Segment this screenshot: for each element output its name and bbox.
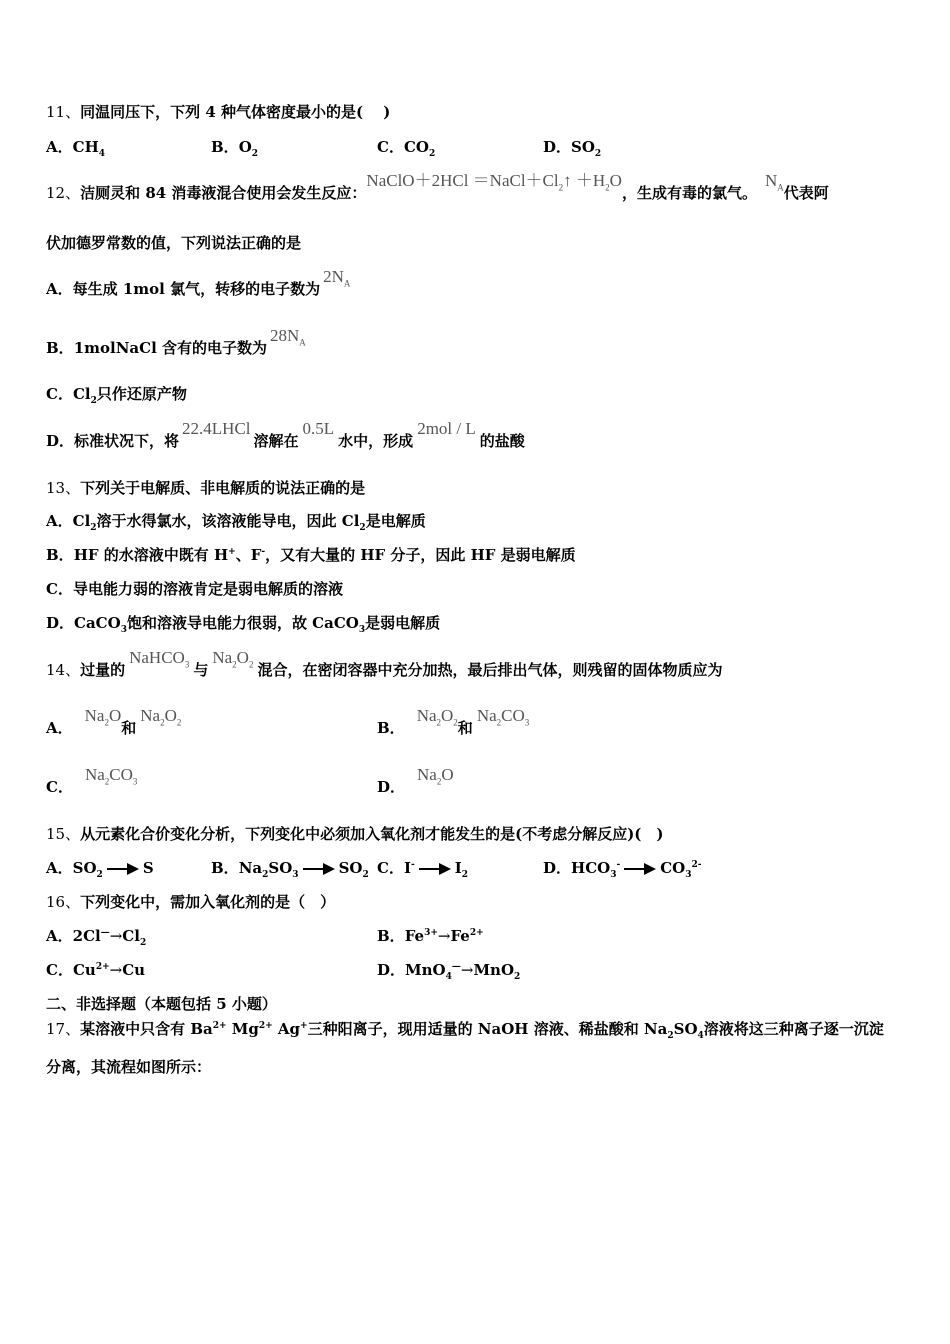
right-arrow-icon	[303, 863, 335, 875]
question-12: 12、洁厕灵和 84 消毒液混合使用会发生反应：NaClO＋2HCl $=NaCl+Cl_2↑ +H_2O$，生成有毒的氯气。$N_A$代表阿	[46, 171, 829, 202]
question-11	[46, 102, 390, 122]
section-heading: 二、非选择题（本题包括 5 小题）	[46, 995, 277, 1013]
question-14: 14、过量的NaHCO$_3$ 与$Na_2O_2$ 混合，在密闭容器中充分加热，最后排出气体，则残留的固体物质应为	[46, 648, 723, 679]
q14-option-a: A．$Na_2O$和$Na_2O_2$	[46, 706, 182, 737]
q16-option-a: A．$2Cl^—\to Cl_2$	[46, 927, 147, 948]
q16-option-c: C．$Cu^{2+}\to Cu$	[46, 961, 146, 979]
question-12-line2: 伏加德罗常数的值，下列说法正确的是	[46, 234, 302, 252]
q12-option-c: C．$Cl_2$只作还原产物	[46, 385, 187, 406]
question-15: 15、从元素化合价变化分析，下列变化中必须加入氧化剂才能发生的是(不考虑分解反应)( )	[46, 825, 664, 843]
q13-option-b: B．HF 的水溶液中既有 H+、F-，又有大量的 HF 分子，因此 HF 是弱电解质	[46, 546, 576, 564]
avogadro-symbol: $N_A$	[764, 171, 784, 193]
q14-option-d: D．$Na_2O$	[377, 765, 454, 796]
q16-option-d: D．MnO$_4$—→MnO$_2$	[377, 961, 521, 982]
q15-option-b: B．$Na_2SO_3$ $SO_2$	[211, 859, 369, 880]
question-stem: 同温同压下，下列 4 种气体密度最小的是( )	[80, 103, 391, 121]
q16-option-b: B．$Fe^{3+}\to Fe^{2+}$	[377, 927, 484, 945]
right-arrow-icon	[107, 863, 139, 875]
q15-option-c: C．I- $I_2$	[377, 859, 469, 880]
q13-option-d: D．CaCO$_3$饱和溶液导电能力很弱，故 CaCO$_3$是弱电解质	[46, 614, 441, 635]
q13-option-a: A．$Cl_2$溶于水得氯水，该溶液能导电，因此 $Cl_2$是电解质	[46, 512, 426, 533]
q15-option-a: A．$SO_2$ S	[46, 859, 154, 880]
question-13: 13、下列关于电解质、非电解质的说法正确的是	[46, 479, 366, 497]
option-a: A．$CH_4$	[46, 138, 106, 159]
q12-option-a: A．每生成 1mol 氯气，转移的电子数为$2N_A$	[46, 267, 351, 298]
question-number: 12、	[46, 184, 81, 202]
q13-option-c: C．导电能力弱的溶液肯定是弱电解质的溶液	[46, 580, 343, 598]
question-number: 11、	[46, 103, 81, 121]
q12-option-b: B．1molNaCl 含有的电子数为$28N_A$	[46, 326, 306, 357]
right-arrow-icon	[624, 863, 656, 875]
q12-option-d: D．标准状况下，将22.4LHCl溶解在0.5L水中，形成2mol / L的盐酸	[46, 419, 525, 450]
q14-option-b: B．$Na_2O_2$和$Na_2CO_3$	[377, 706, 530, 737]
option-d: D．$SO_2$	[543, 138, 602, 159]
option-b: B．$O_2$	[211, 138, 259, 159]
q14-option-c: C．$Na_2CO_3$	[46, 765, 138, 796]
q15-option-d: D．$HCO_3^-$ $CO_3^{2-}$	[543, 859, 702, 880]
question-16: 16、下列变化中，需加入氧化剂的是（ ）	[46, 893, 336, 911]
right-arrow-icon	[419, 863, 451, 875]
reaction-equation: NaClO＋2HCl $=NaCl+Cl_2↑ +H_2O$	[366, 171, 622, 193]
question-17-line2: 分离，其流程如图所示：	[46, 1058, 212, 1076]
option-c: C．$CO_2$	[377, 138, 436, 159]
question-17: 17、某溶液中只含有 $Ba^{2+}$ $Mg^{2+}$ Ag+三种阳离子，现用适量的 NaOH 溶液、稀盐酸和 $Na_2SO_4$溶液将这三种离子逐一沉淀	[46, 1020, 884, 1041]
